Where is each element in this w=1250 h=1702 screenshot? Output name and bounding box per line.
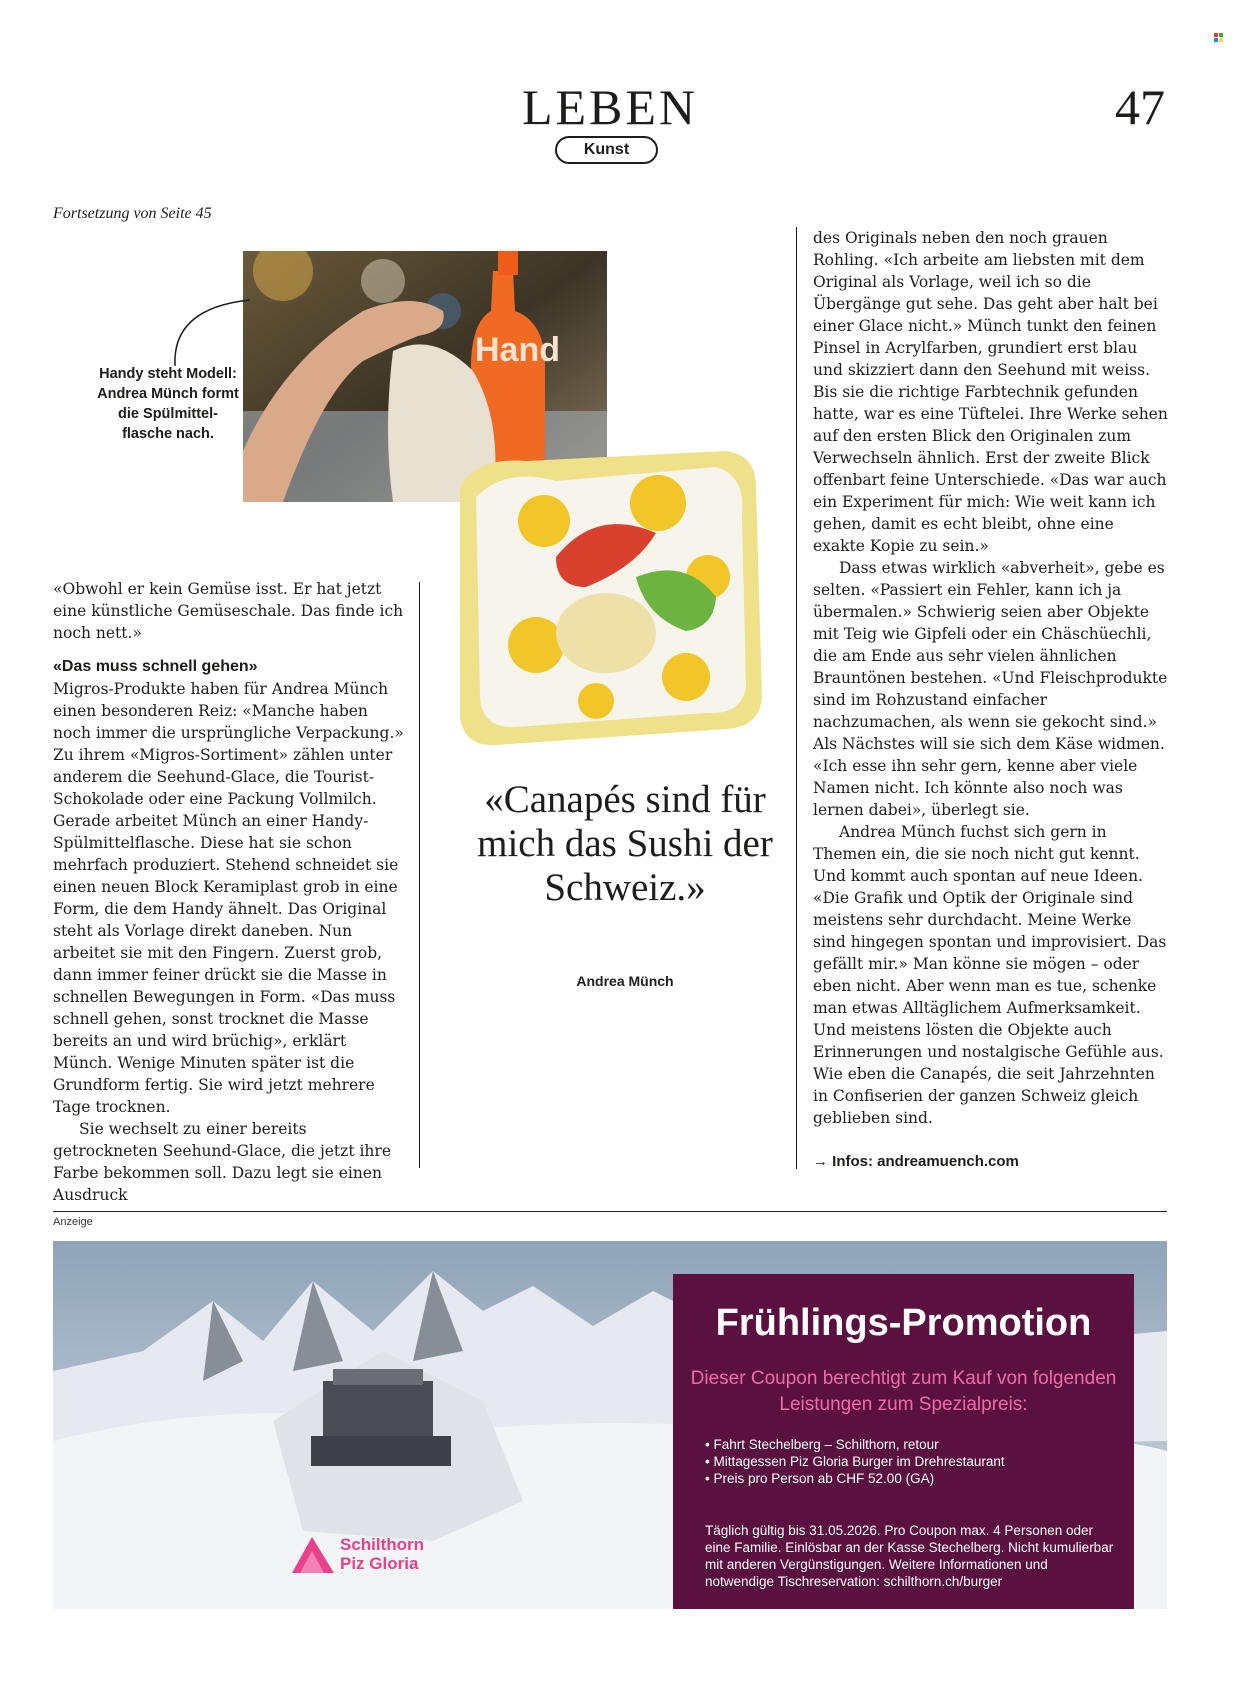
infos-link[interactable]: → Infos: andreamuench.com xyxy=(813,1153,1019,1170)
promo-offer-item: • Preis pro Person ab CHF 52.00 (GA) xyxy=(705,1470,1115,1487)
caption-pointer xyxy=(170,298,260,368)
brand-name-line: Piz Gloria xyxy=(340,1554,419,1573)
brand-name-line: Schilthorn xyxy=(340,1535,425,1554)
body-paragraph: Dass etwas wirklich «abverheit», gebe es selten. «Passiert ein Fehler, kann ich ja übermalen.» Schwierig seien aber Objekte mit Teig wie Gipfeli oder ein Chäschüechli, die am Ende aus sehr vielen ähnlichen Brauntönen bestehen. «Und Fleischprodukte sind im Rohzustand einfacher nachzumachen, als wenn sie gekocht sind.» Als Nächstes will sie sich dem Käse widmen. «Ich esse ihn sehr gern, kenne aber viele Namen nicht. Ich könnte also noch was lernen dabei», überlegt sie. xyxy=(813,559,1168,819)
article-column-left xyxy=(53,578,408,1206)
brand-logo xyxy=(290,1531,450,1581)
promo-title: Frühlings-Promotion xyxy=(715,1302,1092,1344)
promo-terms: Täglich gültig bis 31.05.2026. Pro Coupon max. 4 Personen oder eine Familie. Einlösbar an der Kasse Stechelberg. Nicht kumulierbar mit anderen Vergünstigungen. Weitere Informationen und notwendige Tischreservation: schilthorn.ch/burger xyxy=(705,1523,1114,1589)
subsection-badge: Kunst xyxy=(555,136,658,164)
section-title: LEBEN xyxy=(521,79,699,135)
canape-sculpture-photo xyxy=(446,447,770,757)
body-paragraph: Sie wechselt zu einer bereits getrockneten Seehund-Glace, die jetzt ihre Farbe bekommen soll. Dazu legt sie einen Ausdruck xyxy=(53,1120,391,1204)
registration-mark xyxy=(1214,33,1223,42)
promo-offer-item: • Mittagessen Piz Gloria Burger im Drehrestaurant xyxy=(705,1453,1115,1470)
brand-name xyxy=(340,1535,424,1573)
intro-paragraph: «Obwohl er kein Gemüse isst. Er hat jetzt eine künstliche Gemüseschale. Das finde ich noch nett.» xyxy=(53,580,404,642)
promo-panel xyxy=(673,1274,1134,1609)
bottle-label: Hand xyxy=(475,331,560,369)
column-divider xyxy=(796,227,797,1169)
mountain-logo-icon xyxy=(290,1531,336,1577)
body-paragraph: Andrea Münch fuchst sich gern in Themen ein, die sie noch nicht gut kennt. Und kommt auch spontan auf neue Ideen. «Die Grafik und Optik der Originale sind meistens sehr durchdacht. Meine Werke sind hingegen spontan und improvisiert. Das gefällt mir.» Man könne sie mögen – oder eben nicht. Aber wenn man es tue, schenke man etwas Alltäglichem Aufmerksamkeit. Und meistens lösten die Objekte auch Erinnerungen und nostalgische Gefühle aus. Wie eben die Canapés, die seit Jahrzehnten in Confiserien der ganzen Schweiz gleich geblieben sind. xyxy=(813,823,1167,1127)
ad-label: Anzeige xyxy=(53,1216,93,1228)
photo-caption: Handy steht Modell: Andrea Münch formt die Spülmittel-flasche nach. xyxy=(97,366,239,442)
advertisement[interactable] xyxy=(53,1241,1167,1609)
body-paragraph: des Originals neben den noch grauen Rohling. «Ich arbeite am liebsten mit dem Original als Vorlage, weil ich so die Übergänge gut sehe. Das geht aber halt bei einer Glace nicht.» Münch tunkt den feinen Pinsel in Acrylfarben, grundiert erst blau und skizziert dann den Seehund mit weiss. Bis sie die richtige Farbtechnik gefunden hatte, war es eine Tüftelei. Ihre Werke sehen auf den ersten Blick den Originalen zum Verwechseln ähnlich. Erst der zweite Blick offenbart feine Unterschiede. «Das war auch ein Experiment für mich: Wie weit kann ich gehen, damit es echt bleibt, ohne eine exakte Kopie zu sein.» xyxy=(813,229,1168,555)
quote-author: Andrea Münch xyxy=(576,973,674,989)
article-subhead: «Das muss schnell gehen» xyxy=(53,658,258,675)
pull-quote: «Canapés sind für mich das Sushi der Schweiz.» xyxy=(477,778,773,909)
ad-separator xyxy=(53,1211,1167,1212)
page-number: 47 xyxy=(1115,79,1165,135)
promo-subtitle: Dieser Coupon berechtigt zum Kauf von folgenden Leistungen zum Spezialpreis: xyxy=(690,1368,1117,1415)
continuation-note: Fortsetzung von Seite 45 xyxy=(53,205,212,222)
promo-offer-list xyxy=(705,1436,1115,1487)
body-paragraph: Migros-Produkte haben für Andrea Münch einen besonderen Reiz: «Manche haben noch immer die ursprüngliche Verpackung.» Zu ihrem «Migros-Sortiment» zählen unter anderem die Seehund-Glace, die Tourist-Schokolade oder eine Packung Vollmilch. Gerade arbeitet Münch an einer Handy-Spülmittelflasche. Diese hat sie schon mehrfach produziert. Stehend schneidet sie einen neuen Block Keramiplast grob in eine Form, die dem Handy ähnelt. Das Original steht als Vorlage direkt daneben. Nun arbeitet sie mit den Fingern. Zuerst grob, dann immer feiner drückt sie die Masse in schnellen Bewegungen in Form. «Das muss schnell gehen, sonst trocknet die Masse bereits an und wird brüchig», erklärt Münch. Wenige Minuten später ist die Grundform fertig. Sie wird jetzt mehrere Tage trocknen. xyxy=(53,680,404,1116)
column-divider xyxy=(419,582,420,1168)
article-column-right xyxy=(813,227,1168,1129)
promo-offer-item: • Fahrt Stechelberg – Schilthorn, retour xyxy=(705,1436,1115,1453)
